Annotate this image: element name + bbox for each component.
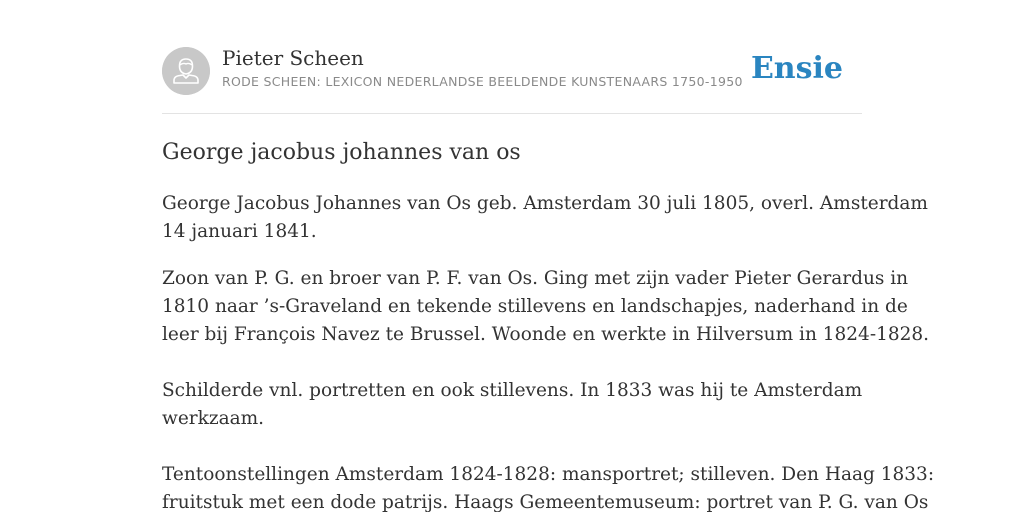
text-line: Zoon van P. G. en broer van P. F. van Os. Ging met zijn vader Pieter Gerardus in (162, 268, 909, 289)
brand-logo[interactable]: Ensie (750, 51, 843, 86)
article-container (162, 0, 935, 512)
text-line: leer bij François Navez te Brussel. Woonde en werkte in Hilversum in 1824-1828. (162, 324, 930, 345)
line-break (162, 433, 862, 461)
user-avatar-icon[interactable] (162, 47, 210, 95)
article-body (162, 190, 935, 512)
article-header (162, 0, 862, 114)
text-line: 1810 naar ’s-Graveland en tekende stillevens en landschapjes, naderhand in de (162, 296, 908, 317)
text-line: fruitstuk met een dode patrijs. Haags Gemeentemuseum: portret van P. G. van Os (162, 492, 929, 512)
paragraph-details (162, 265, 935, 512)
text-line: 14 januari 1841. (162, 221, 317, 242)
text-line: werkzaam. (162, 408, 265, 429)
author-name[interactable]: Pieter Scheen (222, 46, 364, 70)
text-line: George Jacobus Johannes van Os geb. Amsterdam 30 juli 1805, overl. Amsterdam (162, 193, 928, 214)
source-publication[interactable]: RODE SCHEEN: LEXICON NEDERLANDSE BEELDENDE KUNSTENAARS 1750-1950 (222, 74, 743, 89)
text-line: Tentoonstellingen Amsterdam 1824-1828: mansportret; stilleven. Den Haag 1833: (162, 464, 935, 485)
paragraph-biography (162, 190, 928, 246)
line-break (162, 349, 862, 377)
article-title: George jacobus johannes van os (162, 140, 521, 165)
text-line: Schilderde vnl. portretten en ook stillevens. In 1833 was hij te Amsterdam (162, 380, 863, 401)
